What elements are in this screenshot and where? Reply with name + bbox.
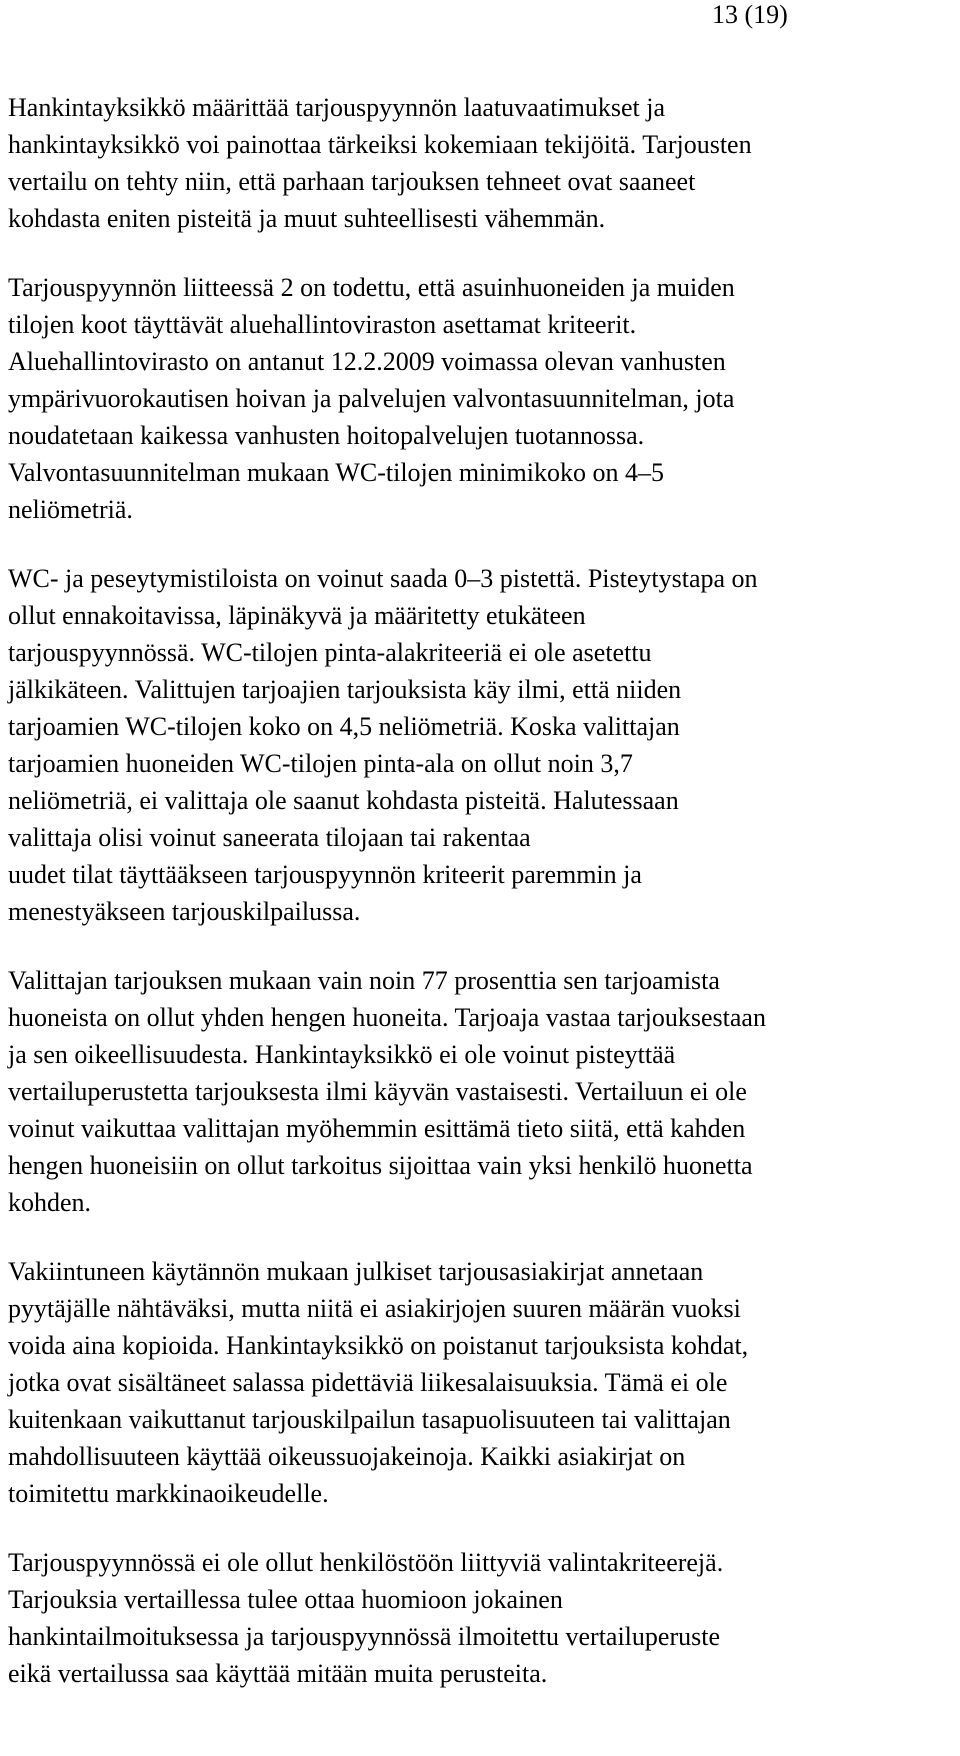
paragraph-personnel-criteria: Tarjouspyynnössä ei ole ollut henkilöstöön liittyviä valintakriteerejä. Tarjouksia vertaillessa tulee ottaa huomioon jokainen hankintailmoituksessa ja tarjouspyynnössä ilmoitettu vertailuperuste eikä vertailussa saa käyttää mitään muita perusteita. — [8, 1548, 724, 1688]
paragraph-room-size-criteria: Tarjouspyynnön liitteessä 2 on todettu, että asuinhuoneiden ja muiden tilojen koot täyttävät aluehallintoviraston asettamat kriteerit. Aluehallintovirasto on antanut 12.2.2009 voimassa olevan vanhusten ympärivuorokautisen hoivan ja palvelujen valvontasuunnitelman, jota noudatetaan kaikessa vanhusten hoitopalvelujen tuotannossa. Valvontasuunnitelman mukaan WC-tilojen minimikoko on 4–5 neliömetriä. — [8, 273, 735, 524]
page-number: 13 (19) — [712, 0, 788, 29]
document-body — [8, 89, 953, 1692]
paragraph-wc-scoring: WC- ja peseytymistiloista on voinut saada 0–3 pistettä. Pisteytystapa on ollut ennakoitavissa, läpinäkyvä ja määritetty etukäteen tarjouspyynnössä. WC-tilojen pinta-alakriteeriä ei ole asetettu jälkikäteen. Valittujen tarjoajien tarjouksista käy ilmi, että niiden tarjoamien WC-tilojen koko on 4,5 neliömetriä. Koska valittajan tarjoamien huoneiden WC-tilojen pinta-ala on ollut noin 3,7 neliömetriä, ei valittaja ole saanut kohdasta pisteitä. Halutessaan valittaja olisi voinut saneerata tilojaan tai rakentaa uudet tilat täyttääkseen tarjouspyynnön kriteerit paremmin ja menestyäkseen tarjouskilpailussa. — [8, 564, 758, 926]
paragraph-quality-requirements: Hankintayksikkö määrittää tarjouspyynnön laatuvaatimukset ja hankintayksikkö voi painottaa tärkeiksi kokemiaan tekijöitä. Tarjousten vertailu on tehty niin, että parhaan tarjouksen tehneet ovat saaneet kohdasta eniten pisteitä ja muut suhteellisesti vähemmän. — [8, 93, 752, 233]
paragraph-public-documents: Vakiintuneen käytännön mukaan julkiset tarjousasiakirjat annetaan pyytäjälle nähtäväksi, mutta niitä ei asiakirjojen suuren määrän vuoksi voida aina kopioida. Hankintayksikkö on poistanut tarjouksista kohdat, jotka ovat sisältäneet salassa pidettäviä liikesalaisuuksia. Tämä ei ole kuitenkaan vaikuttanut tarjouskilpailun tasapuolisuuteen tai valittajan mahdollisuuteen käyttää oikeussuojakeinoja. Kaikki asiakirjat on toimitettu markkinaoikeudelle. — [8, 1257, 749, 1508]
paragraph-single-rooms: Valittajan tarjouksen mukaan vain noin 77 prosenttia sen tarjoamista huoneista on ollut yhden hengen huoneita. Tarjoaja vastaa tarjouksestaan ja sen oikeellisuudesta. Hankintayksikkö ei ole voinut pisteyttää vertailuperustetta tarjouksesta ilmi käyvän vastaisesti. Vertailuun ei ole voinut vaikuttaa valittajan myöhemmin esittämä tieto siitä, että kahden hengen huoneisiin on ollut tarkoitus sijoittaa vain yksi henkilö huonetta kohden. — [8, 966, 766, 1217]
